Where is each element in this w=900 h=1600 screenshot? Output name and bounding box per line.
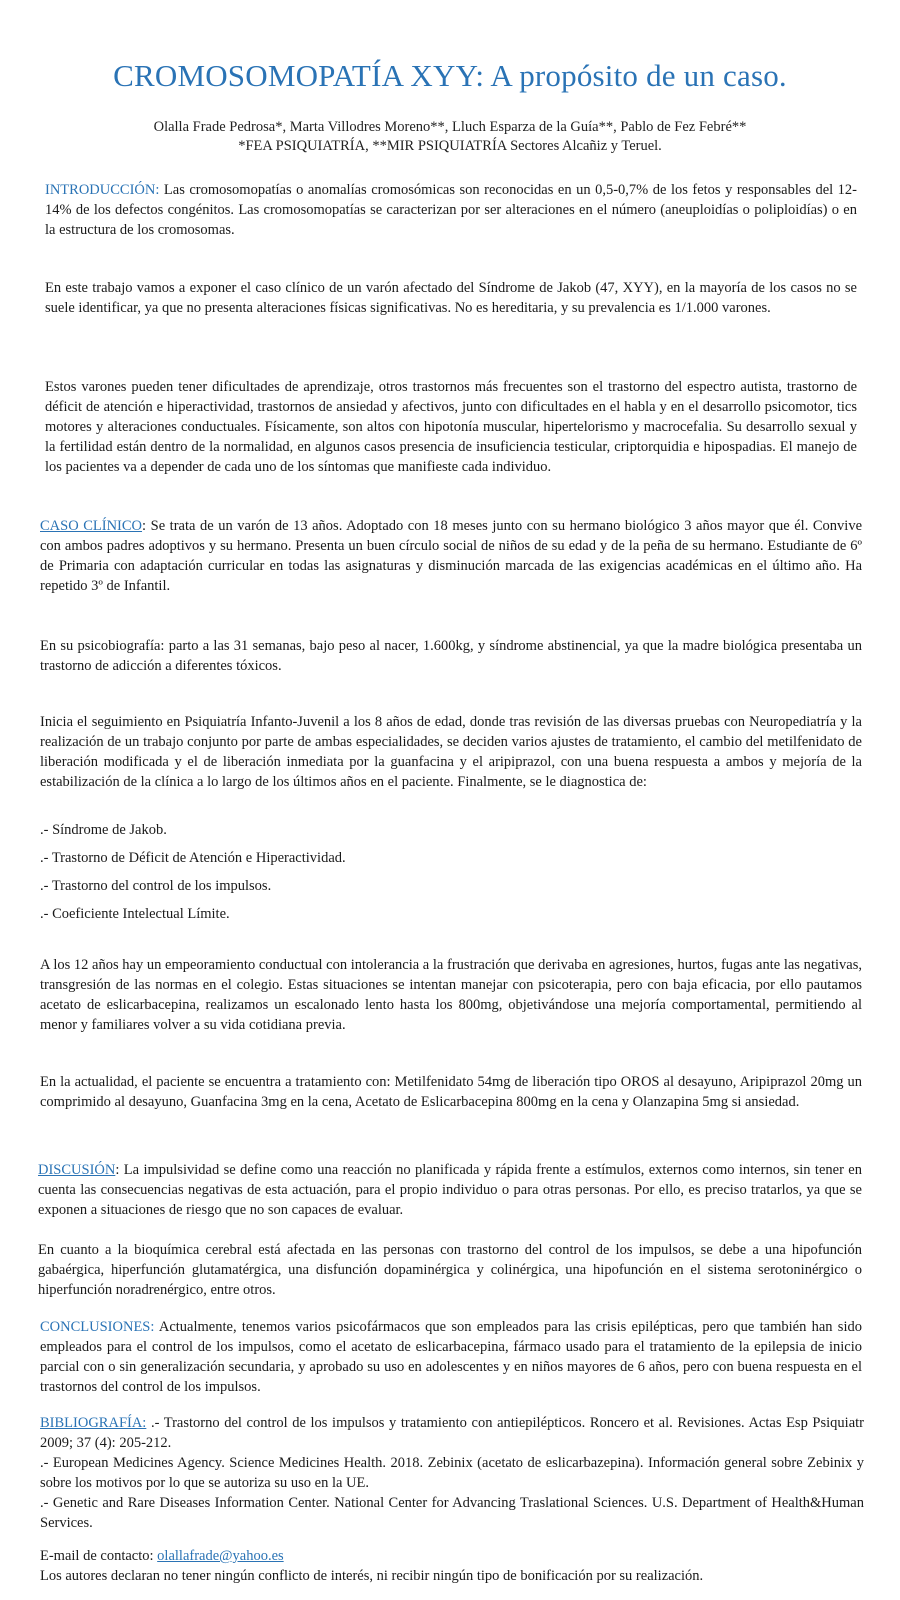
discussion-paragraph-2: En cuanto a la bioquímica cerebral está afectada en las personas con trastorno del control de los impulsos, se debe a una hipofunción gabaérgica, hiperfunción glutamatérgica, una disfunción dopaminérgica y colinérgica, una hipofunción en el sistema serotoninérgico o hiperfunción noradrenérgico, entre otros.: [38, 1242, 862, 1298]
intro-paragraph-1: [45, 180, 857, 240]
bibliography-ref-3: .- Genetic and Rare Diseases Information Center. National Center for Advancing Traslational Sciences. U.S. Department of Health&Human Services.: [40, 1495, 864, 1531]
affiliation: *FEA PSIQUIATRÍA, **MIR PSIQUIATRÍA Sectores Alcañiz y Teruel.: [238, 138, 662, 154]
conclusions-paragraph: [40, 1317, 862, 1397]
case-paragraph-5: En la actualidad, el paciente se encuentra a tratamiento con: Metilfenidato 54mg de liberación tipo OROS al desayuno, Aripiprazol 20mg un comprimido al desayuno, Guanfacina 3mg en la cena, Acetato de Eslicarbacepina 800mg en la cena y Olanzapina 5mg si ansiedad.: [40, 1074, 862, 1110]
conclusions-heading: CONCLUSIONES:: [40, 1319, 155, 1335]
contact-line: [40, 1546, 864, 1566]
intro-heading: INTRODUCCIÓN:: [45, 182, 160, 198]
case-heading: CASO CLÍNICO: [40, 518, 143, 534]
discussion-heading-colon: :: [115, 1162, 120, 1178]
bibliography-heading: BIBLIOGRAFÍA:: [40, 1415, 147, 1431]
intro-paragraph-3: Estos varones pueden tener dificultades de aprendizaje, otros trastornos más frecuentes son el trastorno del espectro autista, trastorno de déficit de atención e hiperactividad, trastornos de ansiedad y afectivos, junto con dificultades en el habla y en el desarrollo psicomotor, tics motores y alteraciones conductuales. Físicamente, son altos con hipotonía muscular, hipertelorismo y macrocefalia. Su desarrollo sexual y la fertilidad están dentro de la normalidad, en algunos casos presencia de insuficiencia testicular, criptorquidia e hipospadias. El manejo de los pacientes va a depender de cada uno de los síntomas que manifieste cada individuo.: [45, 379, 857, 475]
case-heading-colon: :: [142, 518, 147, 534]
case-paragraph-2: En su psicobiografía: parto a las 31 semanas, bajo peso al nacer, 1.600kg, y síndrome abstinencial, ya que la madre biológica presentaba un trastorno de adicción a diferentes tóxicos.: [40, 638, 862, 674]
bibliography-block: [40, 1413, 864, 1533]
bibliography-ref-1-text: .- Trastorno del control de los impulsos y tratamiento con antiepilépticos. Roncero et al. Revisiones. Actas Esp Psiquiatr 2009; 37 (4): 205-212.: [40, 1415, 864, 1451]
bibliography-ref-1: [40, 1413, 864, 1453]
disclaimer: Los autores declaran no tener ningún conflicto de interés, ni recibir ningún tipo de bonificación por su realización.: [40, 1568, 704, 1584]
bibliography-ref-2: .- European Medicines Agency. Science Medicines Health. 2018. Zebinix (acetato de eslicarbazepina). Información general sobre Zebinix y sobre los motivos por lo que se autoriza su uso en la UE.: [40, 1455, 864, 1491]
contact-block: [40, 1546, 864, 1586]
contact-label: E-mail de contacto:: [40, 1548, 154, 1564]
diagnosis-item: .- Trastorno del control de los impulsos.: [40, 878, 272, 894]
case-paragraph-1: [40, 516, 862, 596]
case-paragraph-3: Inicia el seguimiento en Psiquiatría Infanto-Juvenil a los 8 años de edad, donde tras revisión de las diversas pruebas con Neuropediatría y la realización de un trabajo conjunto por parte de ambas especialidades, se deciden varios ajustes de tratamiento, el cambio del metilfenidato de liberación modificada y el de liberación inmediata por la guanfacina y el aripiprazol, con una buena respuesta a ambos y mejoría de la estabilización de la clínica a lo largo de los últimos años en el paciente. Finalmente, se le diagnostica de:: [40, 714, 862, 790]
intro-paragraph-2: En este trabajo vamos a exponer el caso clínico de un varón afectado del Síndrome de Jakob (47, XYY), en la mayoría de los casos no se suele identificar, ya que no presenta alteraciones físicas significativas. No es hereditaria, y su prevalencia es 1/1.000 varones.: [45, 280, 857, 316]
discussion-heading: DISCUSIÓN: [38, 1162, 116, 1178]
discussion-paragraph-1: [38, 1160, 862, 1220]
contact-email-link[interactable]: olallafrade@yahoo.es: [157, 1548, 284, 1564]
discussion-text-1: La impulsividad se define como una reacción no planificada y rápida frente a estímulos, externos como internos, sin tener en cuenta las consecuencias negativas de esta actuación, para el propio individuo o para otras personas. Por ello, es preciso tratarlos, ya que se exponen a situaciones de riesgo que no son capaces de evaluar.: [38, 1162, 862, 1218]
diagnosis-item: .- Síndrome de Jakob.: [40, 822, 167, 838]
diagnosis-item: .- Trastorno de Déficit de Atención e Hiperactividad.: [40, 850, 346, 866]
conclusions-text: Actualmente, tenemos varios psicofármacos que son empleados para las crisis epilépticas, pero que también han sido empleados para el control de los impulsos, como el acetato de eslicarbacepina, fármaco usado para el tratamiento de la epilepsia de inicio parcial con o sin generalización secundaria, y aprobado su uso en adolescentes y en niños mayores de 6 años, pero con buena respuesta en el trastornos del control de los impulsos.: [40, 1319, 862, 1395]
authors-block: [0, 118, 900, 156]
case-paragraph-4: A los 12 años hay un empeoramiento conductual con intolerancia a la frustración que derivaba en agresiones, hurtos, fugas ante las negativas, transgresión de las normas en el colegio. Estas situaciones se intentan manejar con psicoterapia, pero con baja eficacia, por ello pautamos acetato de eslicarbacepina, realizamos un escalonado lento hasta los 800mg, objetivándose una mejoría comportamental, permitiendo al menor y familiares volver a su vida cotidiana previa.: [40, 957, 862, 1033]
author-list: Olalla Frade Pedrosa*, Marta Villodres Moreno**, Lluch Esparza de la Guía**, Pablo de Fez Febré**: [153, 119, 747, 135]
case-text-1: Se trata de un varón de 13 años. Adoptado con 18 meses junto con su hermano biológico 3 años mayor que él. Convive con ambos padres adoptivos y su hermano. Presenta un buen círculo social de niños de su edad y de la peña de su hermano. Estudiante de 6º de Primaria con adaptación curricular en todas las asignaturas y disminución marcada de las exigencias académicas en el último año. Ha repetido 3º de Infantil.: [40, 518, 863, 594]
intro-text-1: Las cromosomopatías o anomalías cromosómicas son reconocidas en un 0,5-0,7% de los fetos y responsables del 12-14% de los defectos congénitos. Las cromosomopatías se caracterizan por ser alteraciones en el número (aneuploidías o poliploidías) o en la estructura de los cromosomas.: [45, 182, 857, 238]
page-title: CROMOSOMOPATÍA XYY: A propósito de un caso.: [113, 58, 787, 93]
diagnosis-item: .- Coeficiente Intelectual Límite.: [40, 906, 230, 922]
